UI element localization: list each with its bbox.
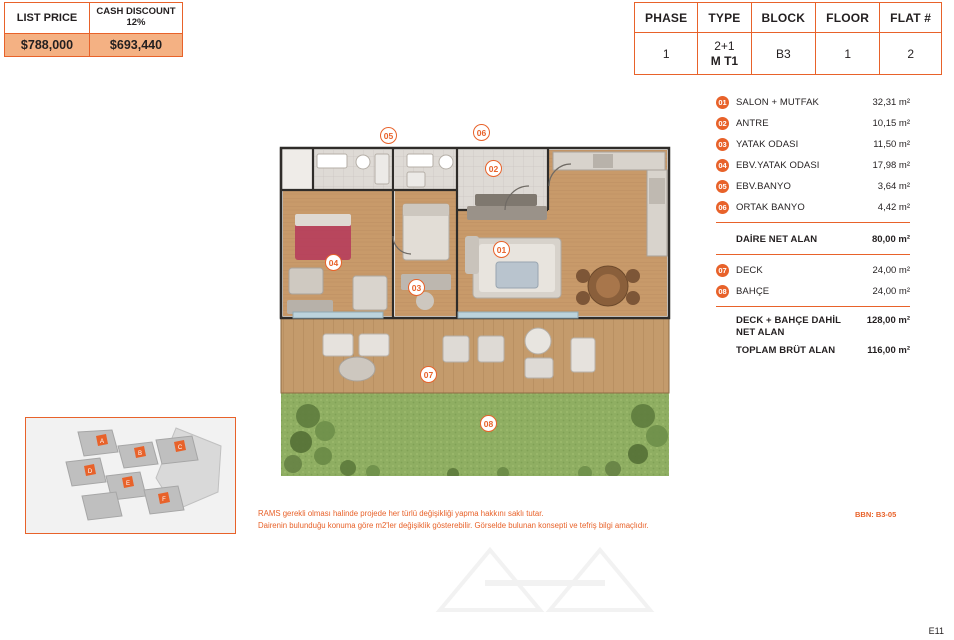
cash-discount-value: $693,440 <box>90 33 183 56</box>
spec-type-line2: M T1 <box>710 53 739 68</box>
legend-item-label: YATAK ODASI <box>736 139 799 150</box>
legend-item-label: BAHÇE <box>736 286 770 297</box>
room-badge-icon: 08 <box>716 285 729 298</box>
price-table-header-row <box>5 3 183 34</box>
disclaimer-line-2: Dairenin bulunduğu konuma göre m2'ler değişiklik gösterebilir. Görselde bulunan konsepti ve tefriş bilgi amaçlıdır. <box>258 521 649 531</box>
legend-item <box>716 281 910 302</box>
plan-pin-08: 08 <box>480 415 497 432</box>
spec-header-flat: FLAT # <box>880 3 942 33</box>
list-price-label: LIST PRICE <box>5 3 90 34</box>
unit-spec-table <box>634 2 942 75</box>
spec-header-block: BLOCK <box>751 3 816 33</box>
legend-item <box>716 197 910 218</box>
price-table <box>4 2 183 57</box>
legend-item-area: 17,98 m² <box>872 160 910 171</box>
svg-text:C: C <box>177 445 183 451</box>
legend-item-area: 3,64 m² <box>877 181 910 192</box>
cash-discount-label: CASH DISCOUNT 12% <box>90 3 183 34</box>
legend-item <box>716 155 910 176</box>
room-badge-icon: 02 <box>716 117 729 130</box>
legend-total-gross <box>716 342 910 372</box>
legend-divider <box>716 254 910 255</box>
legend-item <box>716 113 910 134</box>
legend-item <box>716 134 910 155</box>
legend-item-label: DECK <box>736 265 763 276</box>
legend-item <box>716 176 910 197</box>
spec-type-line1: 2+1 <box>714 38 735 53</box>
legend-net-value: 80,00 m² <box>871 233 910 245</box>
spec-value-type <box>698 33 751 75</box>
room-badge-icon: 07 <box>716 264 729 277</box>
legend-net-area <box>716 228 910 250</box>
disclaimer-line-1: RAMS gerekli olması halinde projede her türlü değişikliği yapma hakkını saklı tutar. <box>258 509 544 518</box>
legend-item <box>716 92 910 113</box>
legend-item-area: 24,00 m² <box>872 265 910 276</box>
room-legend <box>716 92 910 372</box>
plan-pin-04: 04 <box>325 254 342 271</box>
legend-total2-label: TOPLAM BRÜT ALAN <box>736 345 836 356</box>
legend-total1-label: DECK + BAHÇE DAHİL NET ALAN <box>736 315 841 338</box>
svg-text:D: D <box>87 469 93 475</box>
legend-total-with-outdoor <box>716 312 910 342</box>
watermark-logo <box>430 540 670 625</box>
plan-pin-03: 03 <box>408 279 425 296</box>
svg-text:E: E <box>125 481 131 487</box>
legend-item-label: SALON + MUTFAK <box>736 97 819 108</box>
plan-pin-06: 06 <box>473 124 490 141</box>
legend-item <box>716 260 910 281</box>
legend-item-area: 10,15 m² <box>872 118 910 129</box>
legend-divider <box>716 306 910 307</box>
svg-text:A: A <box>99 439 105 445</box>
legend-divider <box>716 222 910 223</box>
plan-pin-05: 05 <box>380 127 397 144</box>
disclaimer <box>258 508 718 532</box>
svg-text:F: F <box>162 497 166 503</box>
room-badge-icon: 06 <box>716 201 729 214</box>
watermark-drawing <box>430 540 670 625</box>
room-badge-icon: 04 <box>716 159 729 172</box>
legend-item-label: EBV.BANYO <box>736 181 791 192</box>
room-badge-icon: 05 <box>716 180 729 193</box>
plan-pin-01: 01 <box>493 241 510 258</box>
legend-item-label: ORTAK BANYO <box>736 202 805 213</box>
spec-value-phase: 1 <box>635 33 698 75</box>
list-price-value: $788,000 <box>5 33 90 56</box>
legend-item-label: ANTRE <box>736 118 769 129</box>
spec-header-floor: FLOOR <box>816 3 880 33</box>
living-furniture <box>465 194 561 298</box>
spec-value-flat: 2 <box>880 33 942 75</box>
floor-plan-drawing <box>253 86 683 476</box>
room-badge-icon: 03 <box>716 138 729 151</box>
svg-text:B: B <box>137 451 143 457</box>
legend-total1-value: 128,00 m² <box>866 315 910 326</box>
legend-item-area: 11,50 m² <box>873 139 910 150</box>
spec-header-type: TYPE <box>698 3 751 33</box>
site-key-map <box>25 417 236 534</box>
spec-value-floor: 1 <box>816 33 880 75</box>
legend-item-area: 32,31 m² <box>872 97 910 108</box>
plan-pin-02: 02 <box>485 160 502 177</box>
bbn-code: BBN: B3-05 <box>855 510 897 519</box>
legend-item-area: 4,42 m² <box>877 202 910 213</box>
page-number: E11 <box>928 626 944 636</box>
legend-net-label: DAİRE NET ALAN <box>736 233 818 245</box>
spec-value-row <box>635 33 942 75</box>
site-key-map-drawing <box>26 418 234 532</box>
floor-plan <box>253 86 683 476</box>
spec-header-row <box>635 3 942 33</box>
price-table-value-row <box>5 33 183 56</box>
legend-item-area: 24,00 m² <box>872 286 910 297</box>
legend-total2-value: 116,00 m² <box>867 345 910 356</box>
legend-item-label: EBV.YATAK ODASI <box>736 160 820 171</box>
spec-header-phase: PHASE <box>635 3 698 33</box>
room-badge-icon: 01 <box>716 96 729 109</box>
plan-pin-07: 07 <box>420 366 437 383</box>
spec-value-block: B3 <box>751 33 816 75</box>
